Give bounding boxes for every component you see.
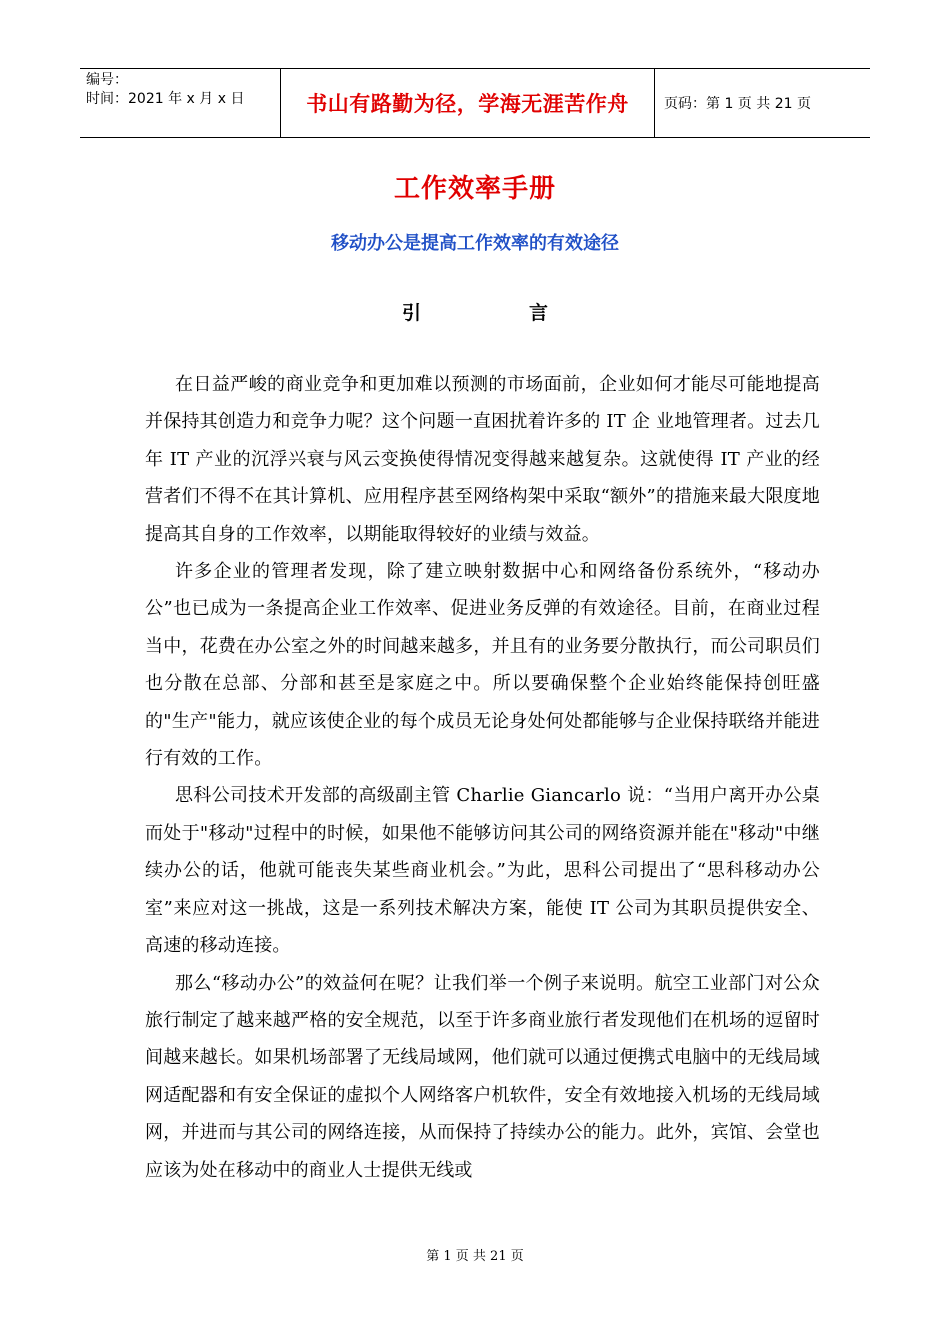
header-meta bbox=[80, 69, 281, 137]
document-title: 工作效率手册 bbox=[393, 174, 556, 204]
document-subtitle: 移动办公是提高工作效率的有效途径 bbox=[331, 233, 619, 254]
section-heading-part2: 言 bbox=[529, 302, 549, 324]
paragraph: 许多企业的管理者发现，除了建立映射数据中心和网络备份系统外，“移动办公”也已成为一条提高企业工作效率、促进业务反弹的有效途径。目前，在商业过程当中，花费在办公室之外的时间越来越多，并且有的业务要分散执行，而公司职员们也分散在总部、分部和甚至是家庭之中。所以要确保整个企业始终能保持创旺盛的"生产"能力，就应该使企业的每个成员无论身处何处都能够与企业保持联络并能进行有效的工作。 bbox=[145, 561, 820, 770]
document-body bbox=[145, 366, 820, 1189]
header-number-label: 编号： bbox=[86, 72, 128, 88]
paragraph: 在日益严峻的商业竞争和更加难以预测的市场面前，企业如何才能尽可能地提高并保持其创造力和竞争力呢？这个问题一直困扰着许多的 IT 企 业地管理者。过去几年 IT 产业的沉浮兴衰与风云变换使得情况变得越来越复杂。这就使得 IT 产业的经营者们不得不在其计算机、应用程序甚至网络构架中采取“额外”的措施来最大限度地提高其自身的工作效率，以期能取得较好的业绩与效益。 bbox=[145, 374, 820, 545]
header-time-label: 时间：2021 年 x 月 x 日 bbox=[86, 91, 245, 107]
section-heading-part1: 引 bbox=[401, 302, 421, 324]
document-header bbox=[80, 68, 870, 138]
page-footer: 第 1 页 共 21 页 bbox=[426, 1249, 524, 1264]
header-motto: 书山有路勤为径，学海无涯苦作舟 bbox=[306, 91, 629, 116]
header-motto-cell bbox=[281, 69, 655, 137]
paragraph: 思科公司技术开发部的高级副主管 Charlie Giancarlo 说：“当用户离开办公桌而处于"移动"过程中的时候，如果他不能够访问其公司的网络资源并能在"移动"中继续办公的话，他就可能丧失某些商业机会。”为此，思科公司提出了“思科移动办公室”来应对这一挑战，这是一系列技术解决方案，能使 IT 公司为其职员提供安全、高速的移动连接。 bbox=[145, 785, 820, 957]
header-page-info: 页码：第 1 页 共 21 页 bbox=[664, 96, 811, 112]
section-heading bbox=[0, 298, 950, 325]
paragraph: 那么“移动办公”的效益何在呢？让我们举一个例子来说明。航空工业部门对公众旅行制定了越来越严格的安全规范，以至于许多商业旅行者发现他们在机场的逗留时间越来越长。如果机场部署了无线局域网，他们就可以通过便携式电脑中的无线局域网适配器和有安全保证的虚拟个人网络客户机软件，安全有效地接入机场的无线局域网，并进而与其公司的网络连接，从而保持了持续办公的能力。此外，宾馆、会堂也应该为处在移动中的商业人士提供无线或 bbox=[145, 972, 820, 1181]
